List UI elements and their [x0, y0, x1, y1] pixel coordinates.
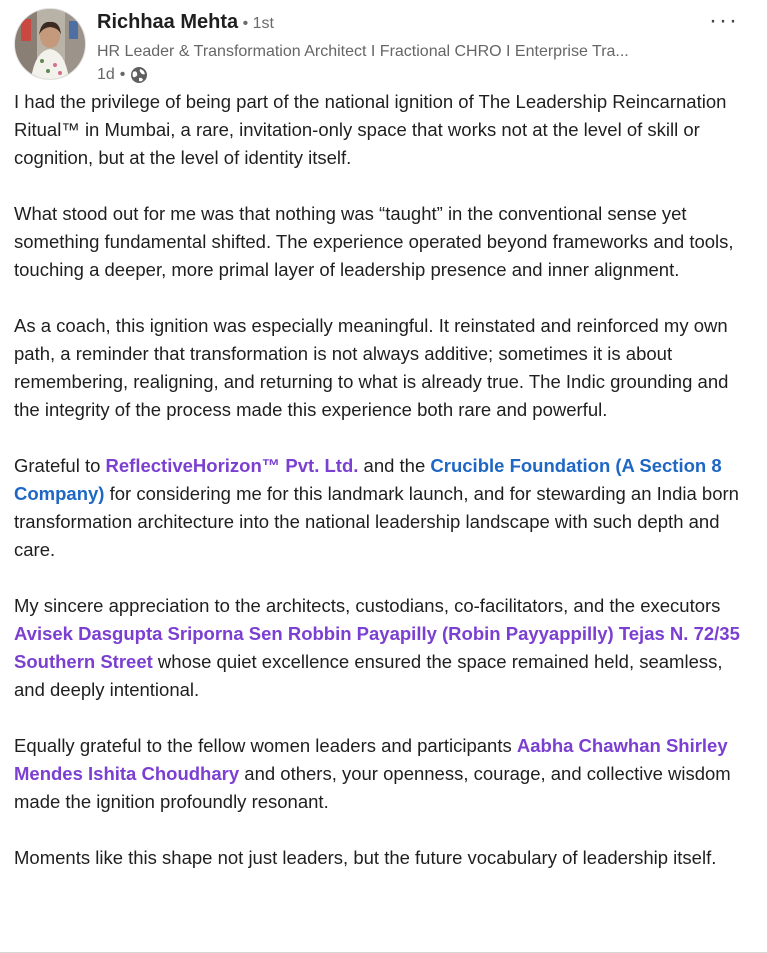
author-name[interactable]: Richhaa Mehta	[97, 11, 239, 33]
mention-shirley-mendes[interactable]: Shirley Mendes	[14, 735, 728, 784]
text-segment: for considering me for this landmark launch, and for stewarding an India born transformation architecture into the national leadership landscape with such depth and care.	[14, 483, 739, 560]
text-segment: Equally grateful to the fellow women leaders and participants	[14, 735, 517, 756]
text-segment: Grateful to	[14, 455, 106, 476]
post-paragraph	[14, 592, 754, 704]
post-paragraph: As a coach, this ignition was especially meaningful. It reinstated and reinforced my own path, a reminder that transformation is not always additive; sometimes it is about remembering, realigning, and returning to what is already true. The Indic grounding and the integrity of the process made this experience both rare and powerful.	[14, 315, 729, 420]
mention-ishita-choudhary[interactable]: Ishita Choudhary	[88, 763, 240, 784]
meta-separator: •	[119, 66, 126, 83]
author-name-row	[97, 10, 274, 36]
post-paragraph	[14, 732, 754, 816]
post-paragraph: Moments like this shape not just leaders, but the future vocabulary of leadership itself.	[14, 847, 717, 868]
mention-avisek-dasgupta[interactable]: Avisek Dasgupta	[14, 623, 163, 644]
author-headline: HR Leader & Transformation Architect I Fractional CHRO I Enterprise Tra...	[97, 43, 629, 60]
post-paragraph	[14, 452, 754, 564]
text-segment: My sincere appreciation to the architects, custodians, co-facilitators, and the executors	[14, 595, 721, 616]
mention-tejas-n[interactable]: Tejas N.	[618, 623, 689, 644]
mention-sriporna-sen[interactable]: Sriporna Sen	[167, 623, 283, 644]
more-options-button[interactable]	[709, 7, 739, 34]
mention-southern-street[interactable]: 72/35 Southern Street	[14, 623, 740, 672]
mention-reflectivehorizon[interactable]: ReflectiveHorizon™ Pvt. Ltd.	[105, 455, 359, 476]
post-body	[14, 88, 754, 900]
post-paragraph: What stood out for me was that nothing was “taught” in the conventional sense yet something fundamental shifted. The experience operated beyond frameworks and tools, touching a deeper, more primal layer of leadership presence and inner alignment.	[14, 203, 734, 280]
text-segment: and the	[358, 455, 431, 476]
text-segment: whose quiet excellence ensured the space remained held, seamless, and deeply intentional.	[14, 651, 723, 700]
post-header	[14, 7, 753, 83]
mention-crucible-foundation[interactable]: Crucible Foundation (A Section 8 Company)	[14, 455, 722, 504]
post-meta	[97, 65, 148, 85]
ellipsis-icon: ···	[709, 7, 739, 34]
text-segment: and others, your openness, courage, and collective wisdom made the ignition profoundly resonant.	[14, 763, 731, 812]
connection-degree: • 1st	[242, 15, 274, 32]
post-paragraph: I had the privilege of being part of the national ignition of The Leadership Reincarnation Ritual™ in Mumbai, a rare, invitation-only space that works not at the level of skill or cognition, but at the level of identity itself.	[14, 91, 727, 168]
avatar[interactable]	[14, 8, 86, 80]
mention-aabha-chawhan[interactable]: Aabha Chawhan	[516, 735, 661, 756]
mention-robbin-payapilly[interactable]: Robbin Payapilly (Robin Payyappilly)	[287, 623, 614, 644]
globe-icon	[130, 66, 148, 84]
post-time: 1d	[97, 66, 115, 83]
